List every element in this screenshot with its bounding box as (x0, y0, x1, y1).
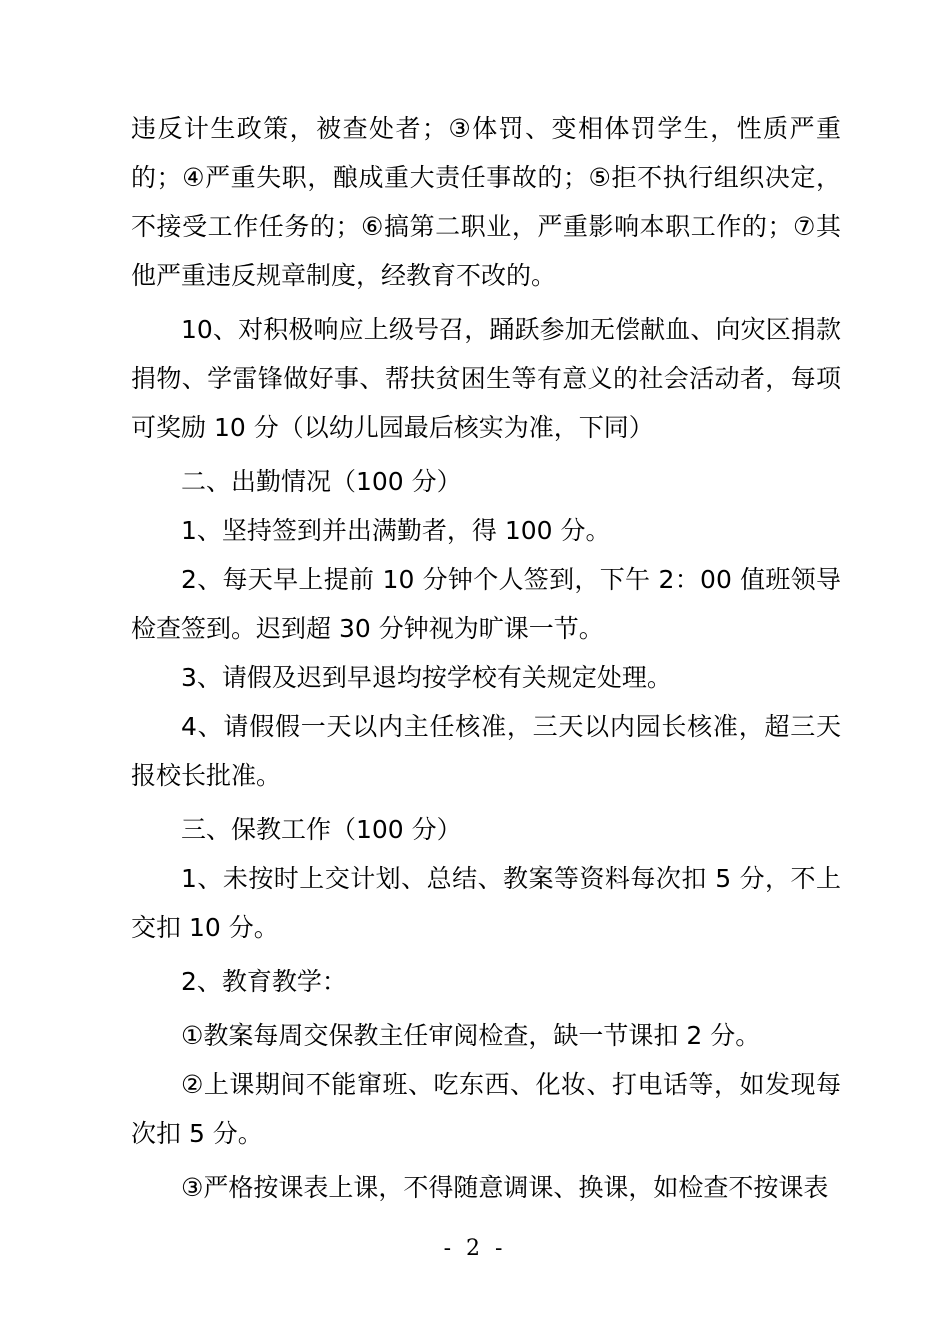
paragraph-teaching-2-item-1: ①教案每周交保教主任审阅检查，缺一节课扣 2 分。 (181, 1021, 761, 1050)
paragraph-teaching-1: 1、未按时上交计划、总结、教案等资料每次扣 5 分，不上交扣 10 分。 (131, 864, 841, 942)
document-body (131, 104, 841, 1212)
paragraph-teaching-2-item-2: ②上课期间不能窜班、吃东西、化妆、打电话等，如发现每次扣 5 分。 (131, 1070, 841, 1148)
page-number: - 2 - (443, 1236, 507, 1261)
paragraph-teaching-2: 2、教育教学： (181, 967, 347, 996)
paragraph-attendance-1: 1、坚持签到并出满勤者，得 100 分。 (181, 516, 611, 545)
paragraph-attendance-2: 2、每天早上提前 10 分钟个人签到，下午 2：00 值班领导检查签到。迟到超 30 分钟视为旷课一节。 (131, 565, 841, 643)
paragraph-attendance-4: 4、请假假一天以内主任核准，三天以内园长核准，超三天报校长批准。 (131, 712, 841, 790)
paragraph-teaching-2-item-3: ③严格按课表上课，不得随意调课、换课，如检查不按课表 (181, 1173, 829, 1202)
section-heading-attendance: 二、出勤情况（100 分） (181, 467, 462, 496)
paragraph-item-10-reward: 10、对积极响应上级号召，踊跃参加无偿献血、向灾区捐款捐物、学雷锋做好事、帮扶贫困生等有意义的社会活动者，每项可奖励 10 分（以幼儿园最后核实为准，下同） (131, 315, 841, 442)
paragraph-attendance-3: 3、请假及迟到早退均按学校有关规定处理。 (181, 663, 672, 692)
paragraph-violations-list: 违反计生政策，被查处者；③体罚、变相体罚学生，性质严重的；④严重失职，酿成重大责任事故的；⑤拒不执行组织决定，不接受工作任务的；⑥搞第二职业，严重影响本职工作的；⑦其他严重违反规章制度，经教育不改的。 (131, 114, 841, 290)
section-heading-teaching: 三、保教工作（100 分） (181, 815, 462, 844)
